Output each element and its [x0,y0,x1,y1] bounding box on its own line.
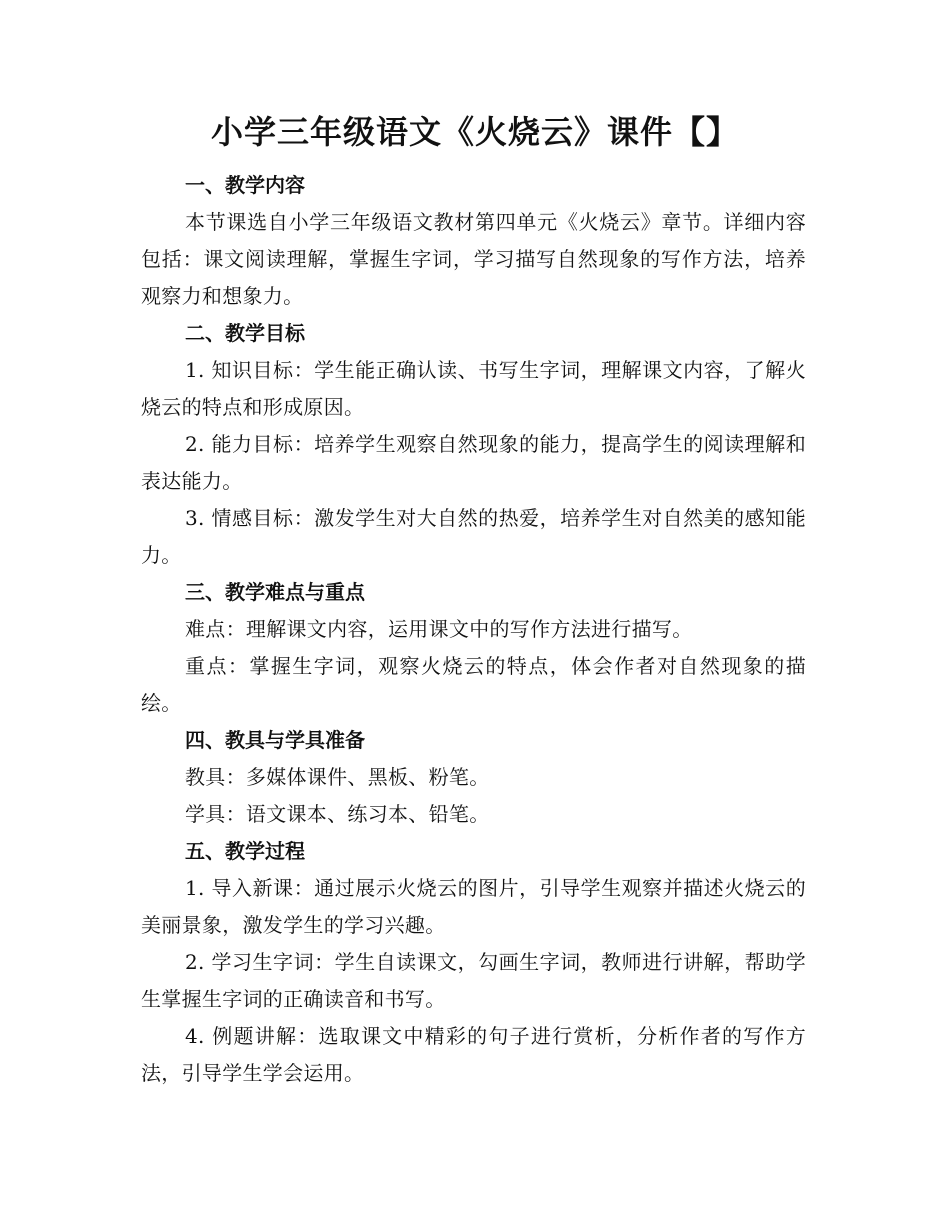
paragraph: 1. 导入新课：通过展示火烧云的图片，引导学生观察并描述火烧云的美丽景象，激发学生的学习兴趣。 [141,876,806,937]
paragraph: 教具：多媒体课件、黑板、粉笔。 [185,765,490,789]
paragraph: 重点：掌握生字词，观察火烧云的特点，体会作者对自然现象的描绘。 [141,654,806,715]
section-teaching-process [141,833,806,1092]
paragraph: 4. 例题讲解：选取课文中精彩的句子进行赏析，分析作者的写作方法，引导学生学会运用。 [141,1024,806,1085]
document-title: 小学三年级语文《火烧云》课件【】 [210,113,739,151]
section-heading: 三、教学难点与重点 [185,580,365,604]
section-heading: 四、教具与学具准备 [185,728,365,752]
section-difficulties-and-focus [141,574,806,722]
paragraph: 3. 情感目标：激发学生对大自然的热爱，培养学生对自然美的感知能力。 [141,506,806,567]
paragraph: 难点：理解课文内容，运用课文中的写作方法进行描写。 [185,617,693,641]
paragraph: 学具：语文课本、练习本、铅笔。 [185,802,490,826]
section-heading: 二、教学目标 [185,321,305,345]
section-teaching-goals [141,315,806,574]
document-body [141,167,806,1092]
paragraph: 2. 能力目标：培养学生观察自然现象的能力，提高学生的阅读理解和表达能力。 [141,432,806,493]
paragraph: 本节课选自小学三年级语文教材第四单元《火烧云》章节。详细内容包括：课文阅读理解，掌握生字词，学习描写自然现象的写作方法，培养观察力和想象力。 [141,210,806,308]
section-heading: 五、教学过程 [185,839,305,863]
paragraph: 2. 学习生字词：学生自读课文，勾画生字词，教师进行讲解，帮助学生掌握生字词的正确读音和书写。 [141,950,806,1011]
section-heading: 一、教学内容 [185,173,305,197]
section-teaching-aids [141,722,806,833]
paragraph: 1. 知识目标：学生能正确认读、书写生字词，理解课文内容，了解火烧云的特点和形成原因。 [141,358,806,419]
section-teaching-content [141,167,806,315]
